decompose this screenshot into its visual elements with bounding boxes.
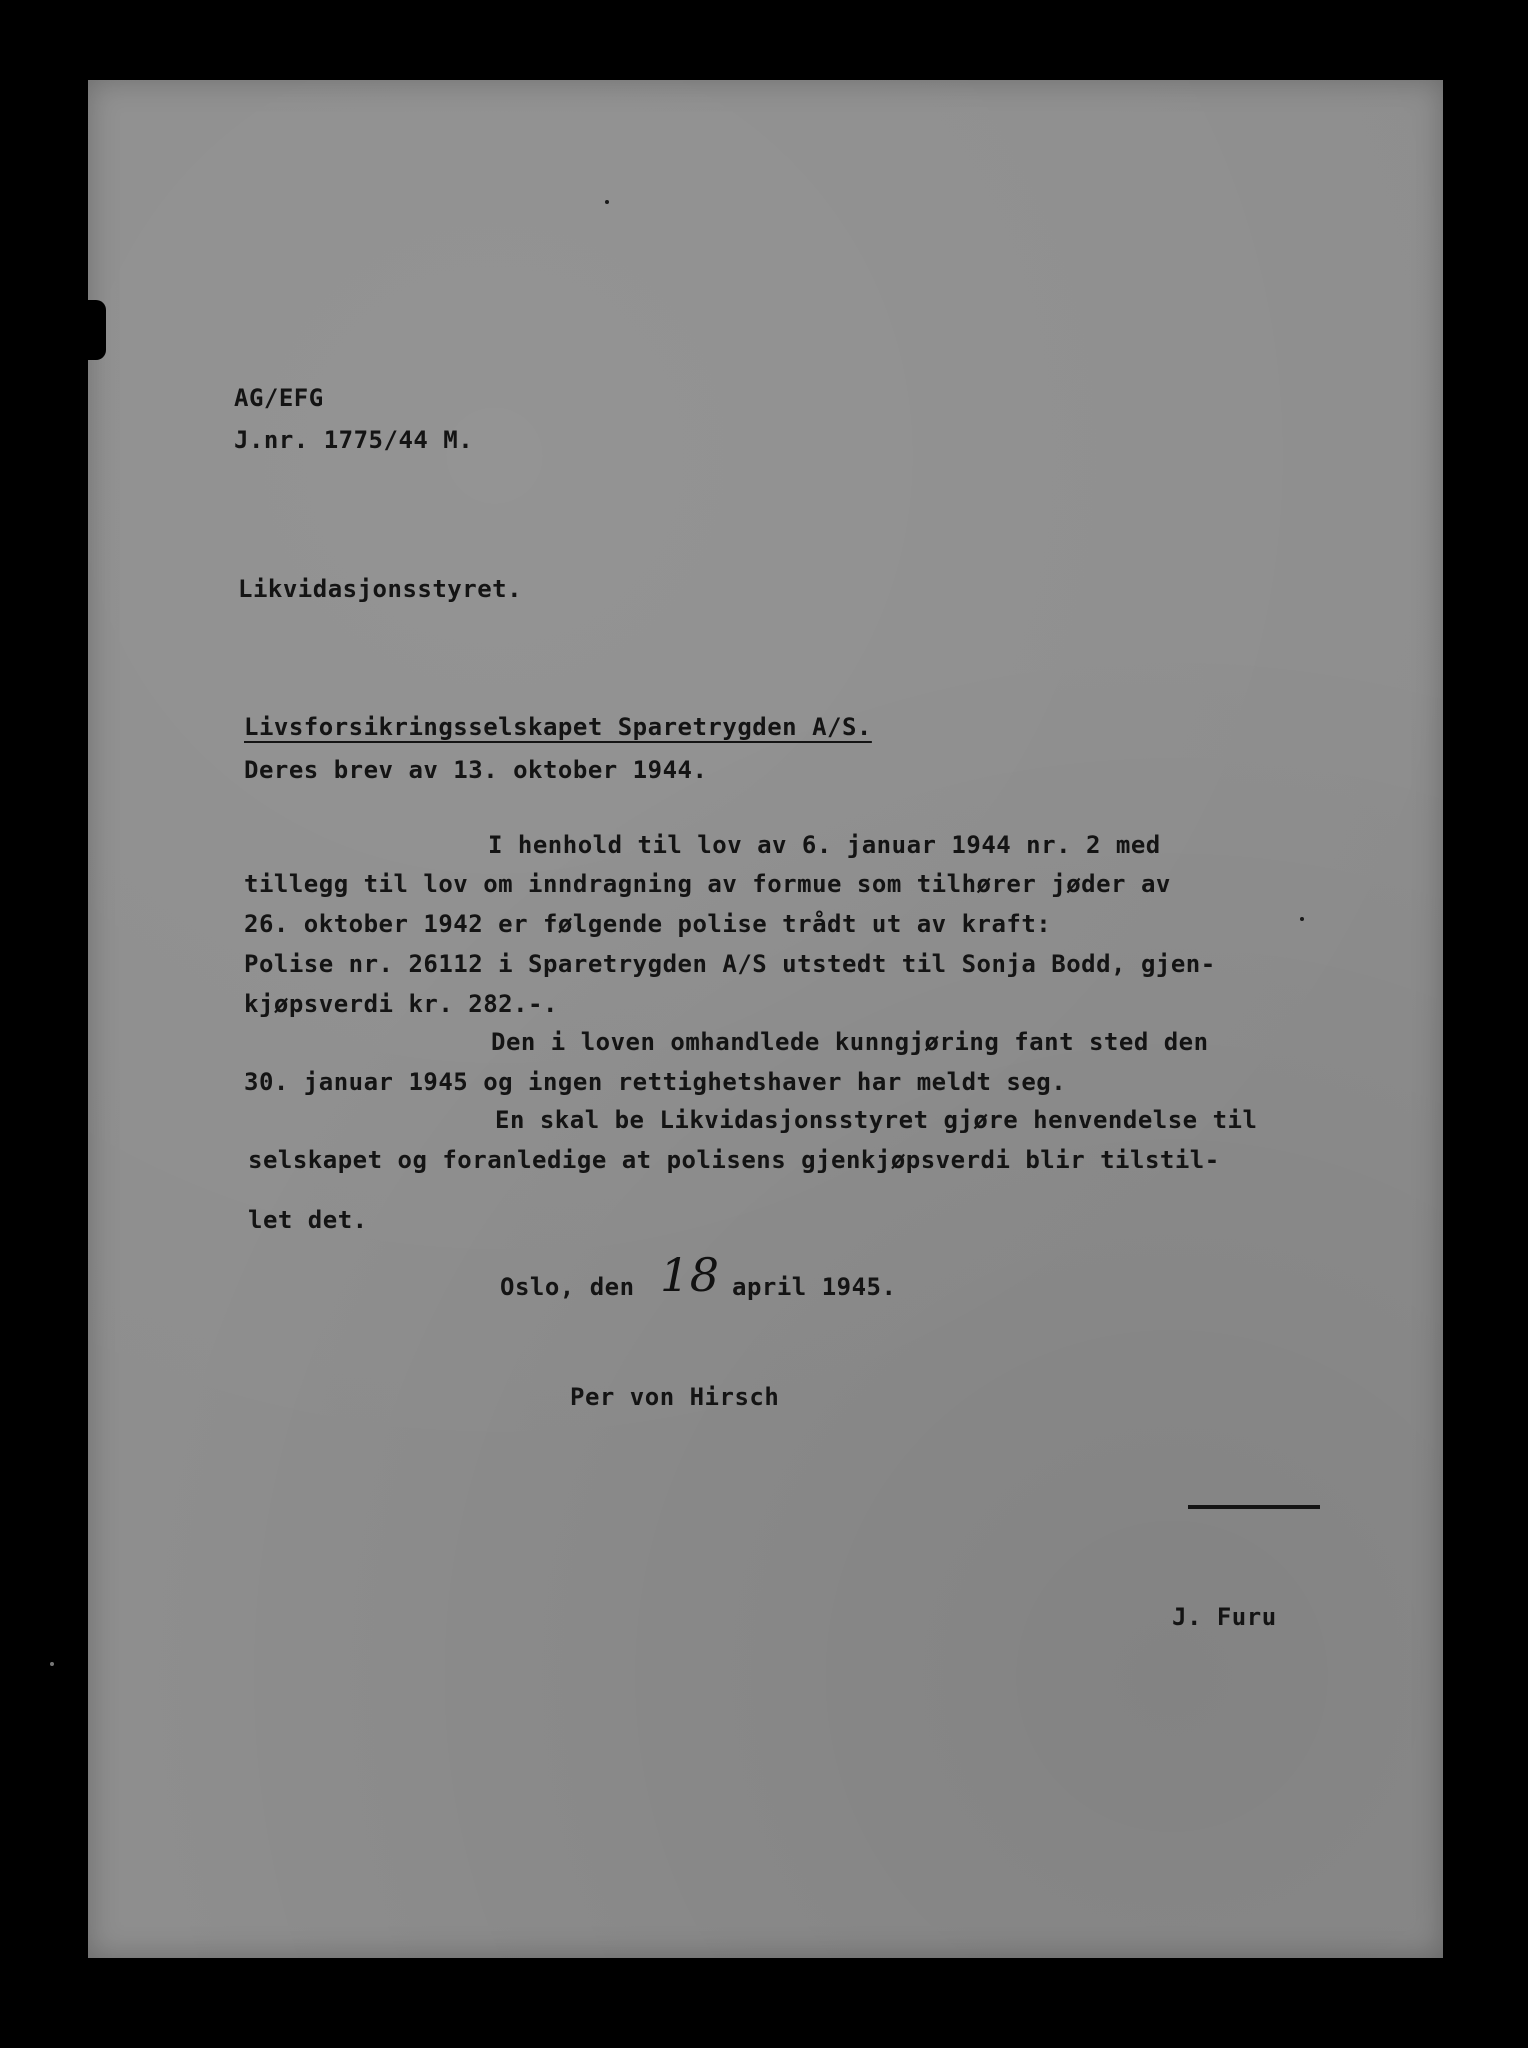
reference-letter: Deres brev av 13. oktober 1944. (244, 756, 708, 784)
signatory-j-furu: J. Furu (1172, 1603, 1277, 1631)
dateline-suffix: april 1945. (732, 1273, 897, 1301)
journal-number: J.nr. 1775/44 M. (234, 426, 474, 454)
body-line-8: En skal be Likvidasjonsstyret gjøre henvendelse til (495, 1106, 1258, 1134)
handwritten-day: 18 (660, 1248, 720, 1302)
body-line-3: 26. oktober 1942 er følgende polise trådt ut av kraft: (244, 910, 1052, 938)
body-line-10: let det. (248, 1206, 368, 1234)
scan-edge-mark (88, 300, 106, 360)
signature-rule (1188, 1505, 1320, 1509)
subject-line: Livsforsikringsselskapet Sparetrygden A/S. (244, 713, 872, 741)
dateline-prefix: Oslo, den (500, 1273, 635, 1301)
scan-speck (605, 200, 609, 204)
body-line-1: I henhold til lov av 6. januar 1944 nr. 2 med (488, 831, 1161, 859)
reference-initials: AG/EFG (234, 384, 324, 412)
scan-speck (50, 1662, 54, 1666)
signatory-per-von-hirsch: Per von Hirsch (570, 1383, 780, 1411)
body-line-5: kjøpsverdi kr. 282.-. (244, 990, 558, 1018)
document-page (88, 80, 1443, 1958)
body-line-7: 30. januar 1945 og ingen rettighetshaver har meldt seg. (244, 1068, 1067, 1096)
body-line-9: selskapet og foranledige at polisens gjenkjøpsverdi blir tilstil- (248, 1146, 1220, 1174)
body-line-6: Den i loven omhandlede kunngjøring fant sted den (491, 1028, 1209, 1056)
body-line-4: Polise nr. 26112 i Sparetrygden A/S utstedt til Sonja Bodd, gjen- (244, 950, 1216, 978)
recipient: Likvidasjonsstyret. (238, 575, 523, 603)
body-line-2: tillegg til lov om inndragning av formue som tilhører jøder av (244, 870, 1171, 898)
scan-speck (1300, 917, 1304, 921)
